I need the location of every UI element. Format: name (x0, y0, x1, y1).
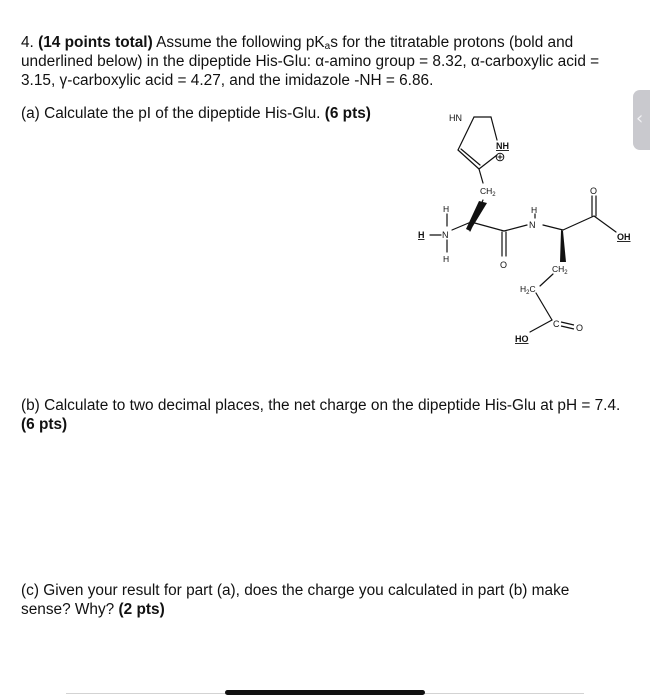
amine-h-label: H (418, 230, 425, 240)
wedge-bond-glu (560, 230, 566, 262)
part-a-text: (a) Calculate the pI of the dipeptide His-Glu. (21, 105, 325, 122)
side-panel-tab[interactable] (633, 90, 650, 150)
question-intro-rest: s for the titratable protons (bold and underlined below) in the dipeptide His-Glu: α-amino group = 8.32, α-carboxylic acid = 3.15, γ-carboxylic acid = 4.27, and the imidazole -NH = 6.86. (21, 34, 600, 89)
question-number: 4. (21, 34, 34, 51)
amide-n-label: N (529, 220, 536, 230)
side-c-label: C (553, 319, 560, 329)
part-c (21, 581, 621, 619)
side-ho-label: HO (515, 334, 529, 344)
h2c-label: $H_2C$ (520, 284, 536, 296)
acid-oh-label: OH (617, 232, 631, 242)
wedge-bond-his (466, 201, 487, 231)
imidazole-hn-label: HN (449, 113, 462, 123)
home-indicator[interactable] (225, 690, 425, 695)
part-b (21, 396, 621, 434)
his-ch2-label: $CH_2$ (480, 186, 496, 198)
part-c-text: (c) Given your result for part (a), does the charge you calculated in part (b) make sense? Why? (21, 582, 570, 618)
imidazole-nh-label: NH (496, 141, 509, 151)
question-intro: Assume the following pK (152, 34, 325, 51)
amine-n-label: N (442, 230, 449, 240)
part-b-points: (6 pts) (21, 416, 68, 433)
amide-h-label: H (531, 205, 538, 215)
amine-h-top-label: H (443, 204, 450, 214)
chevron-left-icon: ‹ (636, 108, 644, 129)
glu-ch2-label: $CH_2$ (552, 264, 568, 276)
side-o-label: O (576, 323, 584, 333)
part-a-points: (6 pts) (324, 105, 371, 122)
pka-subscript: a (324, 41, 331, 52)
part-c-points: (2 pts) (118, 601, 165, 618)
part-b-text: (b) Calculate to two decimal places, the net charge on the dipeptide His-Glu at pH = 7.4. (21, 397, 621, 414)
amine-h-bottom-label: H (443, 254, 450, 264)
acid-o-label: O (590, 186, 598, 196)
carbonyl-o-label: O (500, 260, 508, 270)
question-points: (14 points total) (38, 34, 153, 51)
